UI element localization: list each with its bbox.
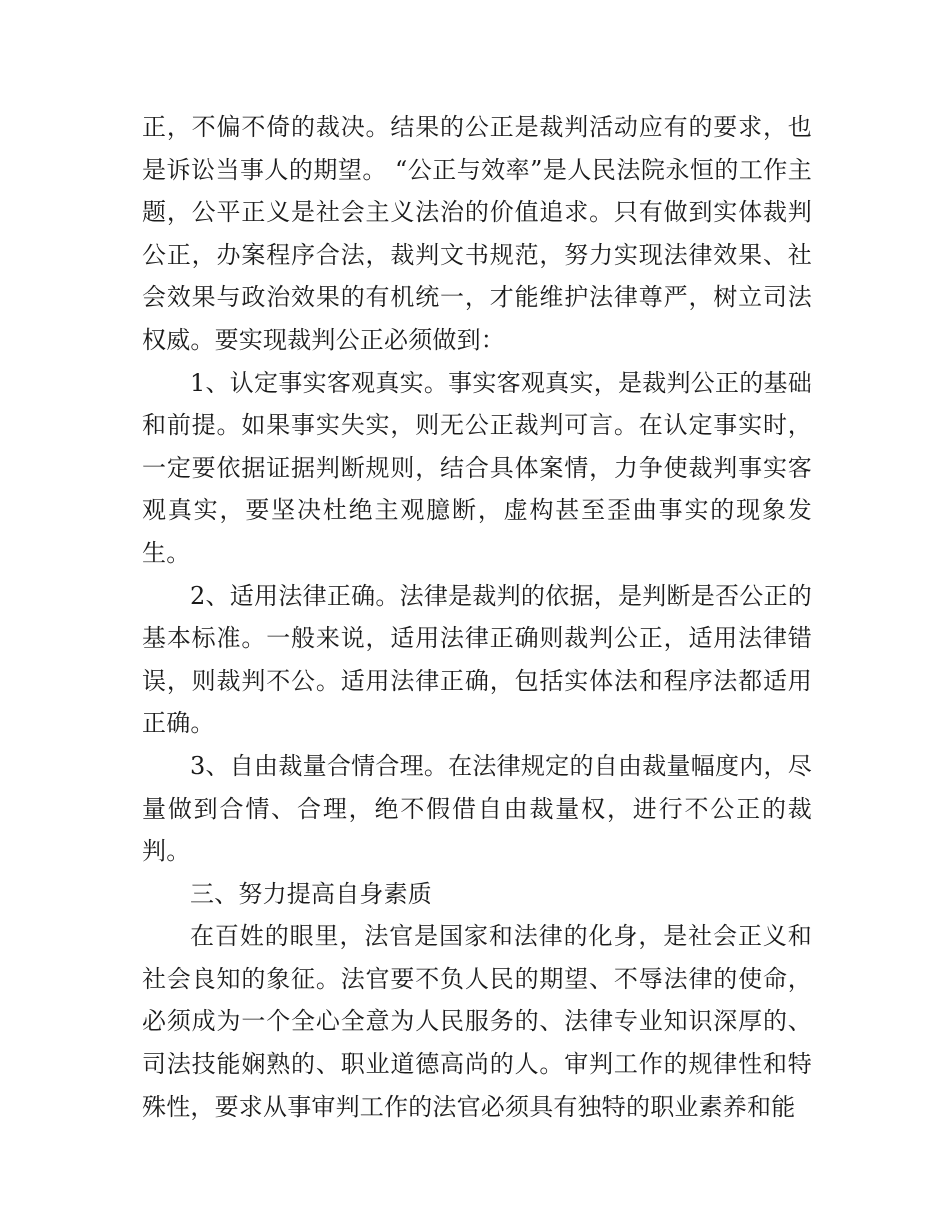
paragraph-intro: 正，不偏不倚的裁决。结果的公正是裁判活动应有的要求，也是诉讼当事人的期望。 “公正与效率”是人民法院永恒的工作主题，公平正义是社会主义法治的价值追求。只有做到实体裁判公正，办案程序合法，裁判文书规范，努力实现法律效果、社会效果与政治效果的有机统一，才能维护法律尊严，树立司法权威。要实现裁判公正必须做到： bbox=[142, 113, 812, 354]
paragraph-point-1: 1、认定事实客观真实。事实客观真实，是裁判公正的基础和前提。如果事实失实，则无公正裁判可言。在认定事实时，一定要依据证据判断规则，结合具体案情，力争使裁判事实客观真实，要坚决杜绝主观臆断，虚构甚至歪曲事实的现象发生。 bbox=[142, 368, 812, 567]
paragraph-point-2: 2、适用法律正确。法律是裁判的依据，是判断是否公正的基本标准。一般来说，适用法律正确则裁判公正，适用法律错误，则裁判不公。适用法律正确，包括实体法和程序法都适用正确。 bbox=[142, 581, 812, 738]
paragraph-point-3: 3、自由裁量合情合理。在法律规定的自由裁量幅度内，尽量做到合情、合理，绝不假借自由裁量权，进行不公正的裁判。 bbox=[142, 751, 812, 866]
document-body bbox=[142, 106, 812, 1128]
paragraph-section-3-body: 在百姓的眼里，法官是国家和法律的化身，是社会正义和社会良知的象征。法官要不负人民的期望、不辱法律的使命，必须成为一个全心全意为人民服务的、法律专业知识深厚的、司法技能娴熟的、职业道德高尚的人。审判工作的规律性和特殊性，要求从事审判工作的法官必须具有独特的职业素养和能 bbox=[142, 922, 812, 1121]
section-heading-3: 三、努力提高自身素质 bbox=[190, 879, 432, 908]
